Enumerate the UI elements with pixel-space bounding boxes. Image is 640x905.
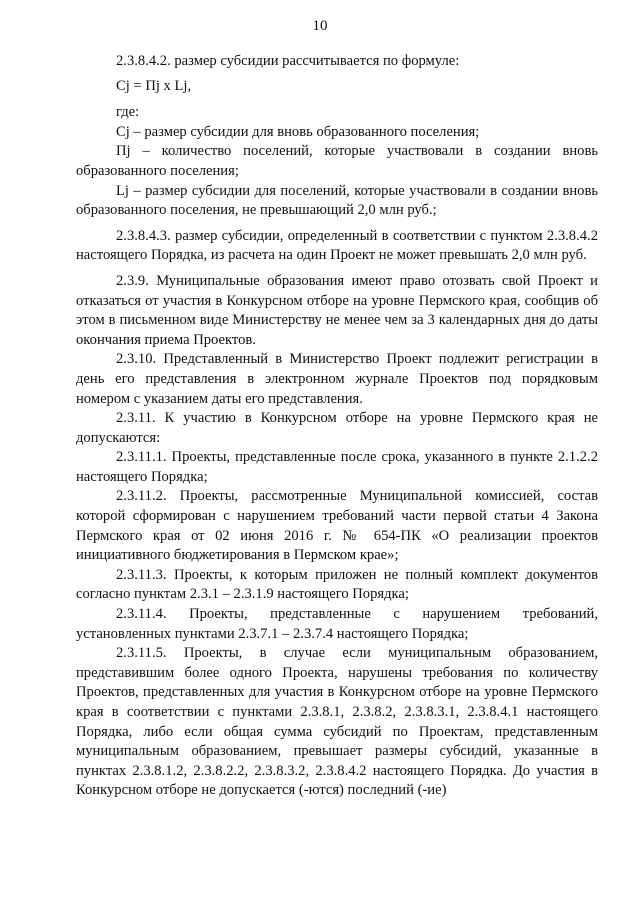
paragraph-2-3-11: 2.3.11. К участию в Конкурсном отборе на уровне Пермского края не допускаются: bbox=[76, 410, 598, 446]
paragraph-2-3-8-4-2: 2.3.8.4.2. размер субсидии рассчитывается по формуле: bbox=[116, 53, 460, 69]
paragraph-2-3-10: 2.3.10. Представленный в Министерство Проект подлежит регистрации в день его представления в электронном журнале Проектов под порядковым номером с указанием даты его представления. bbox=[76, 351, 598, 407]
subsidy-formula: Cj = Пj x Lj, bbox=[116, 77, 192, 94]
paragraph-2-3-9: 2.3.9. Муниципальные образования имеют право отозвать свой Проект и отказаться от участия в Конкурсном отборе на уровне Пермского края, сообщив об этом в письменном виде Министерству не менее чем за 3 календарных дня до даты окончания приема Проектов. bbox=[76, 272, 598, 348]
paragraph-where: где: bbox=[116, 104, 140, 121]
paragraph-2-3-11-4: 2.3.11.4. Проекты, представленные с нарушением требований, установленных пунктами 2.3.7.1 – 2.3.7.4 настоящего Порядка; bbox=[76, 606, 598, 642]
paragraph-cj-definition: Cj – размер субсидии для вновь образованного поселения; bbox=[116, 123, 480, 140]
paragraph-pj-definition: Пj – количество поселений, которые участвовали в создании вновь образованного поселения; bbox=[76, 143, 598, 179]
paragraph-2-3-11-1: 2.3.11.1. Проекты, представленные после срока, указанного в пункте 2.1.2.2 настоящего Порядка; bbox=[76, 449, 598, 485]
page-number: 10 bbox=[312, 18, 328, 34]
paragraph-2-3-11-3: 2.3.11.3. Проекты, к которым приложен не полный комплект документов согласно пунктам 2.3.1 – 2.3.1.9 настоящего Порядка; bbox=[76, 566, 598, 603]
paragraph-2-3-8-4-3: 2.3.8.4.3. размер субсидии, определенный в соответствии с пунктом 2.3.8.4.2 настоящего Порядка, из расчета на один Проект не может превышать 2,0 млн руб. bbox=[76, 227, 598, 264]
paragraph-2-3-11-5: 2.3.11.5. Проекты, в случае если муниципальным образованием, представившим более одного Проекта, нарушены требования по количеству Проектов, представленных для участия в Конкурсном отборе на уровне Пермского края в соответствии с пунктами 2.3.8.1, 2.3.8.2, 2.3.8.3.1, 2.3.8.4.1 настоящего Порядка, либо если общая сумма субсидий по Проектам, представленным муниципальным образованием, превышает размеры субсидий, указанные в пунктах 2.3.8.1.2, 2.3.8.2.2, 2.3.8.3.2, 2.3.8.4.2 настоящего Порядка. До участия в Конкурсном отборе не допускается (-ются) последний (-ие) bbox=[76, 645, 598, 799]
document-body bbox=[76, 52, 598, 801]
paragraph-2-3-11-2: 2.3.11.2. Проекты, рассмотренные Муниципальной комиссией, состав которой сформирован с нарушением требований части первой статьи 4 Закона Пермского края от 02 июня 2016 г. № 654-ПК «О реализации проектов инициативного бюджетирования в Пермском крае»; bbox=[76, 488, 598, 564]
paragraph-lj-definition: Lj – размер субсидии для поселений, которые участвовали в создании вновь образованного поселения, не превышающий 2,0 млн руб.; bbox=[76, 182, 598, 219]
